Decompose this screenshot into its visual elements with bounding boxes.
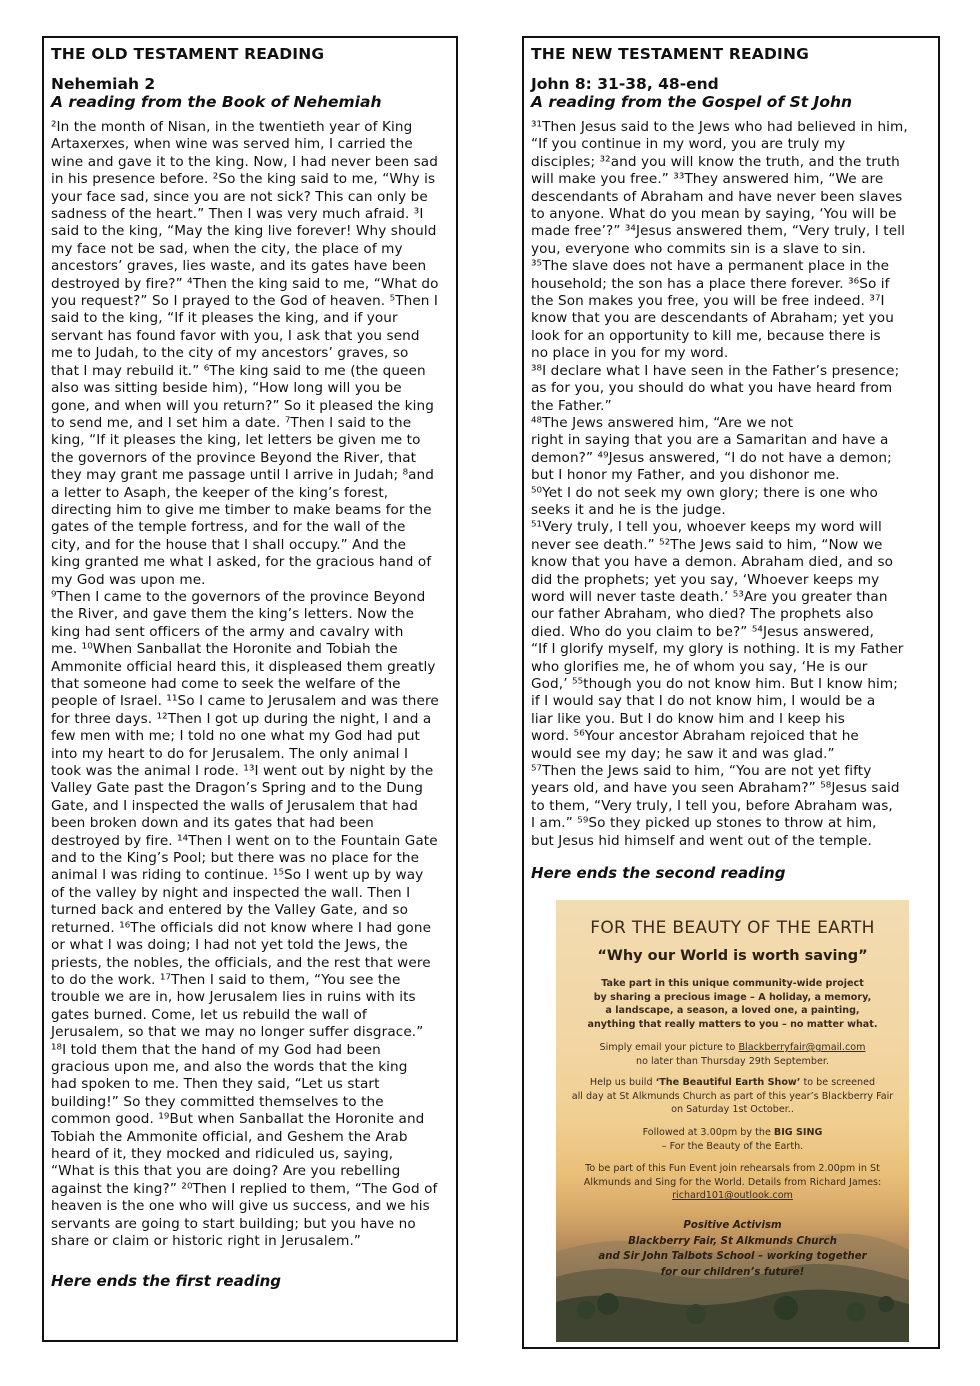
poster-sing-prefix: Followed at 3.00pm by the <box>642 1127 774 1138</box>
poster-rehearsal-block <box>566 1162 899 1203</box>
poster-intro <box>566 977 899 1031</box>
poster-deadline: no later than Thursday 29th September. <box>635 1055 829 1067</box>
poster-title: FOR THE BEAUTY OF THE EARTH <box>590 918 875 938</box>
poster-email-link[interactable]: Blackberryfair@gmail.com <box>738 1042 866 1053</box>
poster-show-block <box>566 1076 899 1117</box>
poster-show-prefix: Help us build <box>589 1077 656 1088</box>
poster-activism-line: for our children’s future! <box>660 1266 805 1278</box>
poster-email-block <box>566 1041 899 1068</box>
poster-sing-name: BIG SING <box>773 1127 823 1138</box>
poster-contact-email[interactable]: richard101@outlook.com <box>672 1190 793 1202</box>
poster-show-line2: all day at St Alkmunds Church as part of this year’s Blackberry Fair <box>571 1090 894 1102</box>
poster-show-name: ‘The Beautiful Earth Show’ <box>655 1077 801 1088</box>
poster-activism-line: and Sir John Talbots School – working together <box>598 1251 867 1263</box>
poster-activism-line: Blackberry Fair, St Alkmunds Church <box>628 1235 837 1247</box>
new-testament-ending: Here ends the second reading <box>531 864 786 883</box>
new-testament-text: ³¹Then Jesus said to the Jews who had believed in him, “If you continue in my word, you are truly my disciples; ³²and you will know the truth, and the truth will make you free.” ³³They answered him, “We are descendants of Abraham and have never been slaves to anyone. What do you mean by saying, ‘You will be made free’?” ³⁴Jesus answered them, “Very truly, I tell you, everyone who commits sin is a slave to sin. ³⁵The slave does not have a permanent place in the household; the son has a place there forever. ³⁶So if the Son makes you free, you will be free indeed. ³⁷I know that you are descendants of Abraham; yet you look for an opportunity to kill me, because there is no place in you for my word. ³⁸I declare what I have seen in the Father’s presence; as for you, you should do what you have heard from the Father.” ⁴⁸The Jews answered him, “Are we not right in saying that you are a Samaritan and have a demon?” ⁴⁹Jesus answered, “I do not have a demon; but I honor my Father, and you dishonor me. ⁵⁰Yet I do not seek my own glory; there is one who seeks it and he is the judge. ⁵¹Very truly, I tell you, whoever keeps my word will never see death.” ⁵²The Jews said to him, “Now we know that you have a demon. Abraham died, and so did the prophets; yet you say, ‘Whoever keeps my word will never taste death.’ ⁵³Are you greater than our father Abraham, who died? The prophets also died. Who do you claim to be?” ⁵⁴Jesus answered, “If I glorify myself, my glory is nothing. It is my Father who glorifies me, he of whom you say, ‘He is our God,’ ⁵⁵though you do not know him. But I know him; if I would say that I do not know him, I would be a liar like you. But I do know him and I keep his word. ⁵⁶Your ancestor Abraham rejoiced that he would see my day; he saw it and was glad.” ⁵⁷Then the Jews said to him, “You are not yet fifty years old, and have you seen Abraham?” ⁵⁸Jesus said to them, “Very truly, I tell you, before Abraham was, I am.” ⁵⁹So they picked up stones to throw at him, but Jesus hid himself and went out of the temple. <box>531 119 908 849</box>
poster-intro-line: a landscape, a season, a loved one, a painting, <box>605 1005 860 1017</box>
poster-intro-line: anything that really matters to you – no matter what. <box>587 1018 878 1030</box>
old-testament-subtitle: A reading from the Book of Nehemiah <box>51 93 382 111</box>
old-testament-heading: THE OLD TESTAMENT READING <box>51 45 325 63</box>
poster-email-prefix: Simply email your picture to <box>599 1042 739 1053</box>
old-testament-panel <box>42 36 458 1342</box>
poster-activism-block <box>556 1218 909 1280</box>
poster-intro-line: by sharing a precious image – A holiday, a memory, <box>593 991 872 1003</box>
poster-show-suffix: to be screened <box>800 1077 876 1088</box>
poster-rehearsal-line: To be part of this Fun Event join rehearsals from 2.00pm in St <box>585 1163 880 1174</box>
poster-sing-line2: – For the Beauty of the Earth. <box>661 1140 804 1152</box>
old-testament-text: ²In the month of Nisan, in the twentieth year of King Artaxerxes, when wine was served him, I carried the wine and gave it to the king. Now, I had never been sad in his presence before. ²So the king said to me, “Why is your face sad, since you are not sick? This can only be sadness of the heart.” Then I was very much afraid. ³I said to the king, “May the king live forever! Why should my face not be sad, when the city, the place of my ancestors’ graves, lies waste, and its gates have been destroyed by fire?” ⁴Then the king said to me, “What do you request?” So I prayed to the God of heaven. ⁵Then I said to the king, “If it pleases the king, and if your servant has found favor with you, I ask that you send me to Judah, to the city of my ancestors’ graves, so that I may rebuild it.” ⁶The king said to me (the queen also was sitting beside him), “How long will you be gone, and when will you return?” So it pleased the king to send me, and I set him a date. ⁷Then I said to the king, “If it pleases the king, let letters be given me to the governors of the province Beyond the River, that they may grant me passage until I arrive in Judah; ⁸and a letter to Asaph, the keeper of the king’s forest, directing him to give me timber to make beams for the gates of the temple fortress, and for the wall of the city, and for the house that I shall occupy.” And the king granted me what I asked, for the gracious hand of my God was upon me. ⁹Then I came to the governors of the province Beyond the River, and gave them the king’s letters. Now the king had sent officers of the army and cavalry with me. ¹⁰When Sanballat the Horonite and Tobiah the Ammonite official heard this, it displeased them greatly that someone had come to seek the welfare of the people of Israel. ¹¹So I came to Jerusalem and was there for three days. ¹²Then I got up during the night, I and a few men with me; I told no one what my God had put into my heart to do for Jerusalem. The only animal I took was the animal I rode. ¹³I went out by night by the Valley Gate past the Dragon’s Spring and to the Dung Gate, and I inspected the walls of Jerusalem that had been broken down and its gates that had been destroyed by fire. ¹⁴Then I went on to the Fountain Gate and to the King’s Pool; but there was no place for the animal I was riding to continue. ¹⁵So I went up by way of the valley by night and inspected the wall. Then I turned back and entered by the Valley Gate, and so returned. ¹⁶The officials did not know where I had gone or what I was doing; I had not yet told the Jews, the priests, the nobles, the officials, and the rest that were to do the work. ¹⁷Then I said to them, “You see the trouble we are in, how Jerusalem lies in ruins with its gates burned. Come, let us rebuild the wall of Jerusalem, so that we may no longer suffer disgrace.” ¹⁸I told them that the hand of my God had been gracious upon me, and also the words that the king had spoken to me. Then they said, “Let us start building!” So they committed themselves to the common good. ¹⁹But when Sanballat the Horonite and Tobiah the Ammonite official, and Geshem the Arab heard of it, they mocked and ridiculed us, saying, “What is this that you are doing? Are you rebelling against the king?” ²⁰Then I replied to them, “The God of heaven is the one who will give us success, and we his servants are going to start building; but you have no share or claim or historic right in Jerusalem.” <box>51 119 439 1249</box>
beauty-of-earth-poster <box>556 900 909 1342</box>
new-testament-subtitle: A reading from the Gospel of St John <box>531 93 853 111</box>
poster-subtitle: “Why our World is worth saving” <box>597 948 868 964</box>
poster-sing-block <box>566 1126 899 1153</box>
poster-rehearsal-line: Alkmunds and Sing for the World. Details from Richard James: <box>583 1176 882 1188</box>
old-testament-reference: Nehemiah 2 <box>51 75 156 93</box>
new-testament-reference: John 8: 31-38, 48-end <box>531 75 719 93</box>
poster-show-line3: on Saturday 1st October.. <box>671 1104 794 1116</box>
poster-activism-title: Positive Activism <box>683 1220 782 1231</box>
poster-intro-line: Take part in this unique community-wide project <box>601 978 864 989</box>
new-testament-heading: THE NEW TESTAMENT READING <box>531 45 810 63</box>
old-testament-ending: Here ends the first reading <box>51 1272 282 1290</box>
